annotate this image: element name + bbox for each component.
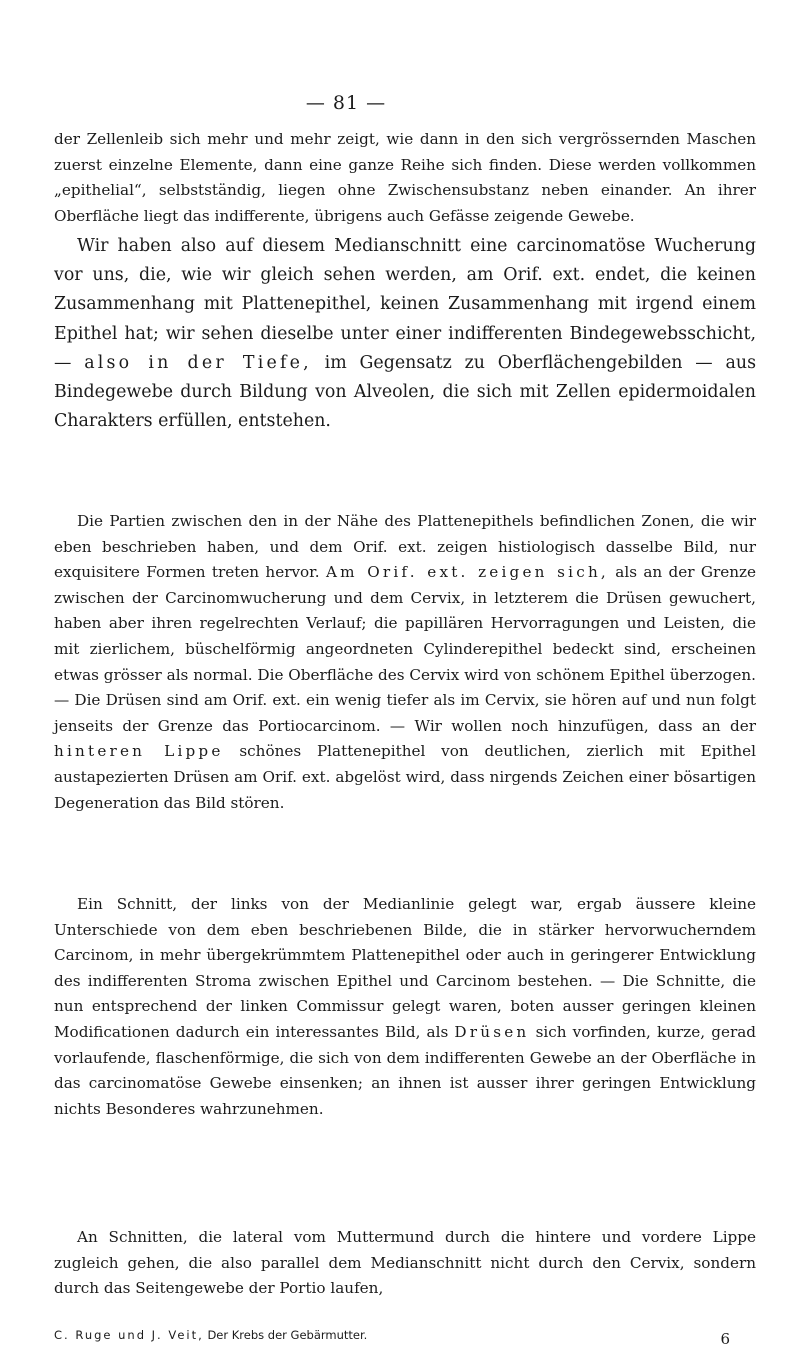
- page-number: — 81 —: [305, 92, 387, 114]
- paragraph-4-emphasis: Drüsen: [454, 1022, 530, 1041]
- paragraph-2: [54, 232, 756, 436]
- paragraph-3-text-a: Die Partien zwischen den in der Nähe des Plattenepithels befindlichen Zonen, die wir eben beschrieben haben, und dem Orif. ext. zeigen histiologisch dasselbe Bild, nur exquisitere Formen treten hervor.: [54, 512, 756, 582]
- paragraph-4: [54, 892, 756, 1122]
- paragraph-3: [54, 509, 756, 816]
- footer-citation: [54, 1328, 367, 1342]
- paragraph-3-text-c: schönes Plattenepithel von deutlichen, zierlich mit Epithel austapezierten Drüsen am Orif. ext. abgelöst wird, dass nirgends Zeichen einer bösartigen Degeneration das Bild stören.: [54, 742, 757, 812]
- paragraph-5: An Schnitten, die lateral vom Muttermund durch die hintere und vordere Lippe zugleich gehen, die also parallel dem Medianschnitt nicht durch den Cervix, sondern durch das Seitengewebe der Portio laufen,: [54, 1228, 756, 1298]
- paragraph-2-text-b: im Gegensatz zu Oberflächengebilden — aus Bindegewebe durch Bildung von Alveolen, die sich mit Zellen epidermoidalen Charakters erfüllen, entstehen.: [54, 352, 757, 432]
- paragraph-1: der Zellenleib sich mehr und mehr zeigt, wie dann in den sich vergrössernden Maschen zuerst einzelne Elemente, dann eine ganze Reihe sich finden. Diese werden vollkommen „epithelial“, selbstständig, liegen ohne Zwischensubstanz neben einander. An ihrer Oberfläche liegt das indifferente, übrigens auch Gefässe zeigende Gewebe.: [54, 130, 756, 225]
- paragraph-4-text-a: Ein Schnitt, der links von der Medianlinie gelegt war, ergab äussere kleine Unterschiede von dem eben beschriebenen Bilde, die in stärker hervorwucherndem Carcinom, in mehr übergekrümmtem Plattenepithel oder auch in geringerer Entwicklung des indifferenten Stroma zwischen Epithel und Carcinom bestehen. — Die Schnitte, die nun entsprechend der linken Commissur gelegt waren, boten ausser geringen kleinen Modificationen dadurch ein interessantes Bild, als: [54, 895, 756, 1041]
- paragraph-2-text-a: Wir haben also auf diesem Medianschnitt eine carcinomatöse Wucherung vor uns, die, wie wir gleich sehen werden, am Orif. ext. endet, die keinen Zusammenhang mit Plattenepithel, keinen Zusammenhang mit irgend einem Epithel hat; wir sehen dieselbe unter einer indifferenten Bindegewebsschicht, —: [54, 236, 756, 373]
- paragraph-4-text-b: sich vorfinden, kurze, gerad vorlaufende, flaschenförmige, die sich von dem indifferenten Gewebe an der Oberfläche in das carcinomatöse Gewebe einsenken; an ihnen ist ausser ihrer geringen Entwicklung nichts Besonderes wahrzunehmen.: [54, 1022, 756, 1118]
- paragraph-3-emphasis-1: Am Orif. ext. zeigen sich,: [325, 563, 609, 582]
- paragraph-3-emphasis-2: hinteren Lippe: [54, 742, 224, 761]
- footer-title: Der Krebs der Gebärmutter.: [207, 1328, 368, 1342]
- paragraph-3-text-b: als an der Grenze zwischen der Carcinomwucherung und dem Cervix, in letzterem die Drüsen gewuchert, haben aber ihren regelrechten Verlauf; die papillären Hervorragungen und Leisten, die mit zierlichem, büschelförmig angeordneten Cylinderepithel bedeckt sind, erscheinen etwas grösser als normal. Die Oberfläche des Cervix wird von schönem Epithel überzogen. — Die Drüsen sind am Orif. ext. ein wenig tiefer als im Cervix, sie hören auf und nun folgt jenseits der Grenze das Portiocarcinom. — Wir wollen noch hinzufügen, dass an der: [54, 563, 756, 735]
- signature-mark: 6: [720, 1330, 730, 1348]
- paragraph-2-emphasis: also in der Tiefe,: [84, 352, 312, 373]
- footer-authors: C. Ruge und J. Veit,: [54, 1328, 204, 1342]
